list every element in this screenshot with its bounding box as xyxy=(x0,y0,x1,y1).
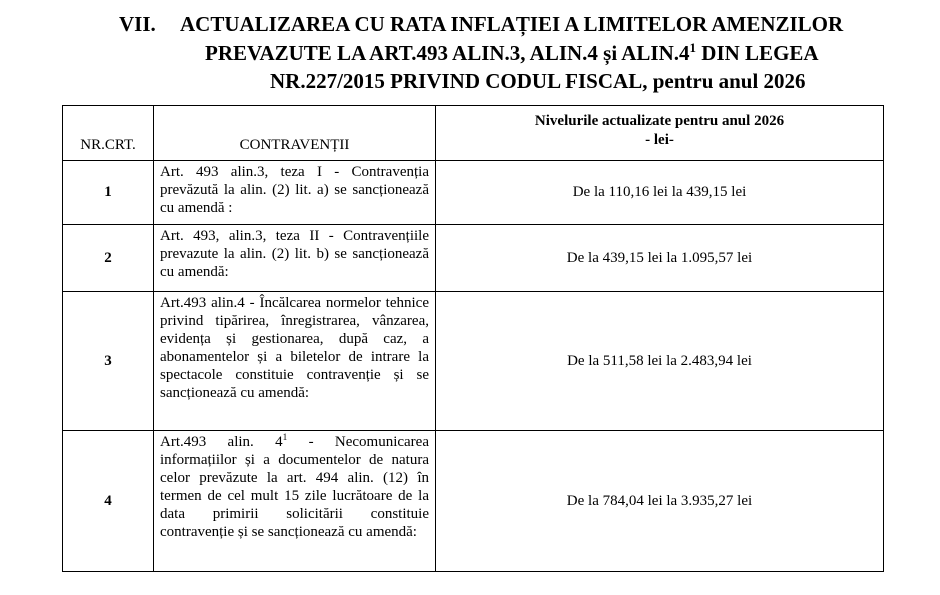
row-description: Art. 493 alin.3, teza I - Contravenția prevăzută la alin. (2) lit. a) se sancționează cu amendă : xyxy=(154,161,436,225)
heading-line-2-superscript: 1 xyxy=(689,40,697,55)
heading-line-3: NR.227/2015 PRIVIND CODUL FISCAL, pentru anul 2026 xyxy=(270,69,806,93)
header-niveluri-title: Nivelurile actualizate pentru anul 2026 xyxy=(534,113,785,129)
row-number: 4 xyxy=(63,431,154,572)
row-description-tail: - Necomunicarea informațiilor și a documentelor de natura celor prevăzute la art. 494 alin. (12) în termen de cel mult 15 zile lucrătoare de la data primirii solicitării constituie contravenție și se sancționează cu amendă: xyxy=(160,434,429,540)
section-number: VII. xyxy=(119,12,156,36)
header-niveluri-unit: - lei- xyxy=(645,132,674,148)
row-fine-range: De la 439,15 lei la 1.095,57 lei xyxy=(436,225,884,292)
heading-line-1: ACTUALIZAREA CU RATA INFLAȚIEI A LIMITELOR AMENZILOR xyxy=(180,12,844,36)
heading-line-2-tail: DIN LEGEA xyxy=(696,41,819,65)
row-fine-range: De la 110,16 lei la 439,15 lei xyxy=(436,161,884,225)
row-description: Art. 493, alin.3, teza II - Contravențiile prevazute la alin. (2) lit. b) se sancționează cu amendă: xyxy=(154,225,436,292)
row-fine-range: De la 511,58 lei la 2.483,94 lei xyxy=(436,292,884,431)
header-nr-crt: NR.CRT. xyxy=(63,106,154,161)
row-number: 3 xyxy=(63,292,154,431)
table-header-row xyxy=(63,106,884,161)
row-fine-range: De la 784,04 lei la 3.935,27 lei xyxy=(436,431,884,572)
header-niveluri xyxy=(436,106,884,161)
heading-line-2 xyxy=(205,39,819,67)
table-row xyxy=(63,292,884,431)
row-description xyxy=(154,431,436,572)
row-number: 2 xyxy=(63,225,154,292)
row-description-superscript: 1 xyxy=(282,433,288,443)
row-description: Art.493 alin.4 - Încălcarea normelor tehnice privind tipărirea, înregistrarea, vânzarea, evidența și gestionarea, după caz, a abonamentelor și a biletelor de intrare la spectacole constituie contravenție și se sancționează cu amendă: xyxy=(154,292,436,431)
row-description-main: Art.493 alin. 4 xyxy=(160,434,283,450)
table-row xyxy=(63,161,884,225)
fines-table xyxy=(62,105,884,572)
heading-line-2-main: PREVAZUTE LA ART.493 ALIN.3, ALIN.4 și ALIN.4 xyxy=(205,41,690,65)
table-row xyxy=(63,225,884,292)
row-number: 1 xyxy=(63,161,154,225)
header-contraventii: CONTRAVENȚII xyxy=(154,106,436,161)
table-row xyxy=(63,431,884,572)
